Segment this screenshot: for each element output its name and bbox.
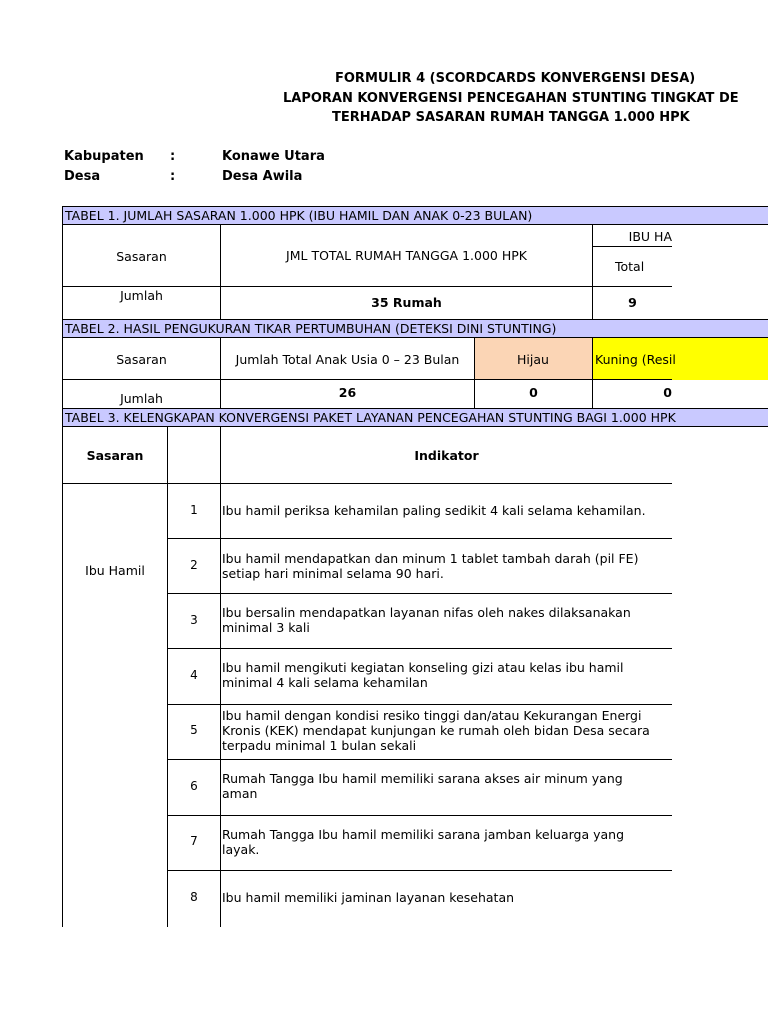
table2-col-hijau: Hijau — [474, 338, 592, 380]
kabupaten-value: Konawe Utara — [222, 149, 325, 164]
row-number: 2 — [190, 558, 198, 572]
table3-group-ibu-hamil: Ibu Hamil — [85, 562, 145, 578]
indicator-text: Ibu hamil dengan kondisi resiko tinggi dan/atau Kekurangan Energi Kronis (KEK) mendapat kunjungan ke rumah oleh bidan Desa secara terpadu minimal 1 bulan sekali — [222, 708, 650, 753]
kabupaten-separator: : — [170, 149, 176, 164]
form-title: FORMULIR 4 (SCORDCARDS KONVERGENSI DESA) — [335, 71, 696, 86]
row-number: 1 — [190, 503, 198, 517]
indicator-text: Ibu bersalin mendapatkan layanan nifas oleh nakes dilaksanakan minimal 3 kali — [222, 605, 631, 635]
table1-title: TABEL 1. JUMLAH SASARAN 1.000 HPK (IBU HAMIL DAN ANAK 0-23 BULAN) — [62, 206, 768, 225]
table2-row-total-anak: 26 — [338, 384, 357, 400]
indicator-text: Ibu hamil mendapatkan dan minum 1 tablet tambah darah (pil FE) setiap hari minimal selama 90 hari. — [222, 551, 639, 581]
table1-row-total-rt: 35 Rumah — [371, 294, 442, 310]
row-number: 5 — [190, 723, 198, 737]
desa-label: Desa — [64, 169, 101, 184]
row-number: 7 — [190, 834, 198, 848]
indicator-text: Ibu hamil memiliki jaminan layanan kesehatan — [222, 890, 515, 905]
table2-col-sasaran: Sasaran — [116, 351, 167, 367]
report-subtitle: TERHADAP SASARAN RUMAH TANGGA 1.000 HPK — [332, 110, 690, 125]
table1-row-total: 9 — [628, 294, 637, 310]
table3-title: TABEL 3. KELENGKAPAN KONVERGENSI PAKET LAYANAN PENCEGAHAN STUNTING BAGI 1.000 HPK — [62, 408, 768, 427]
row-number: 4 — [190, 668, 198, 682]
table2-col-kuning: Kuning (Resil — [592, 338, 768, 380]
desa-value: Desa Awila — [222, 169, 303, 184]
table1-col-ibu-hamil: IBU HA — [628, 228, 672, 244]
table2-row-label: Jumlah — [120, 390, 163, 406]
indicator-text: Rumah Tangga Ibu hamil memiliki sarana akses air minum yang aman — [222, 771, 623, 801]
table1-col-total-rt: JML TOTAL RUMAH TANGGA 1.000 HPK — [286, 247, 527, 263]
table1-col-total: Total — [615, 259, 645, 274]
table2-title: TABEL 2. HASIL PENGUKURAN TIKAR PERTUMBUHAN (DETEKSI DINI STUNTING) — [62, 319, 768, 338]
report-title: LAPORAN KONVERGENSI PENCEGAHAN STUNTING TINGKAT DE — [283, 91, 739, 106]
table1-col-sasaran: Sasaran — [116, 248, 167, 264]
row-number: 3 — [190, 613, 198, 627]
indicator-text: Rumah Tangga Ibu hamil memiliki sarana jamban keluarga yang layak. — [222, 827, 625, 857]
desa-separator: : — [170, 169, 176, 184]
row-number: 6 — [190, 779, 198, 793]
table2-row-hijau: 0 — [529, 384, 538, 400]
indicator-text: Ibu hamil mengikuti kegiatan konseling gizi atau kelas ibu hamil minimal 4 kali selama kehamilan — [222, 660, 624, 690]
table1-row-label: Jumlah — [120, 287, 163, 303]
table2-row-kuning: 0 — [663, 384, 672, 400]
row-number: 8 — [190, 890, 198, 904]
kabupaten-label: Kabupaten — [64, 149, 144, 164]
table3-col-sasaran: Sasaran — [86, 448, 144, 463]
indicator-text: Ibu hamil periksa kehamilan paling sedikit 4 kali selama kehamilan. — [222, 503, 646, 518]
table2-col-total-anak: Jumlah Total Anak Usia 0 – 23 Bulan — [235, 351, 460, 367]
table3-col-indikator: Indikator — [414, 448, 479, 463]
